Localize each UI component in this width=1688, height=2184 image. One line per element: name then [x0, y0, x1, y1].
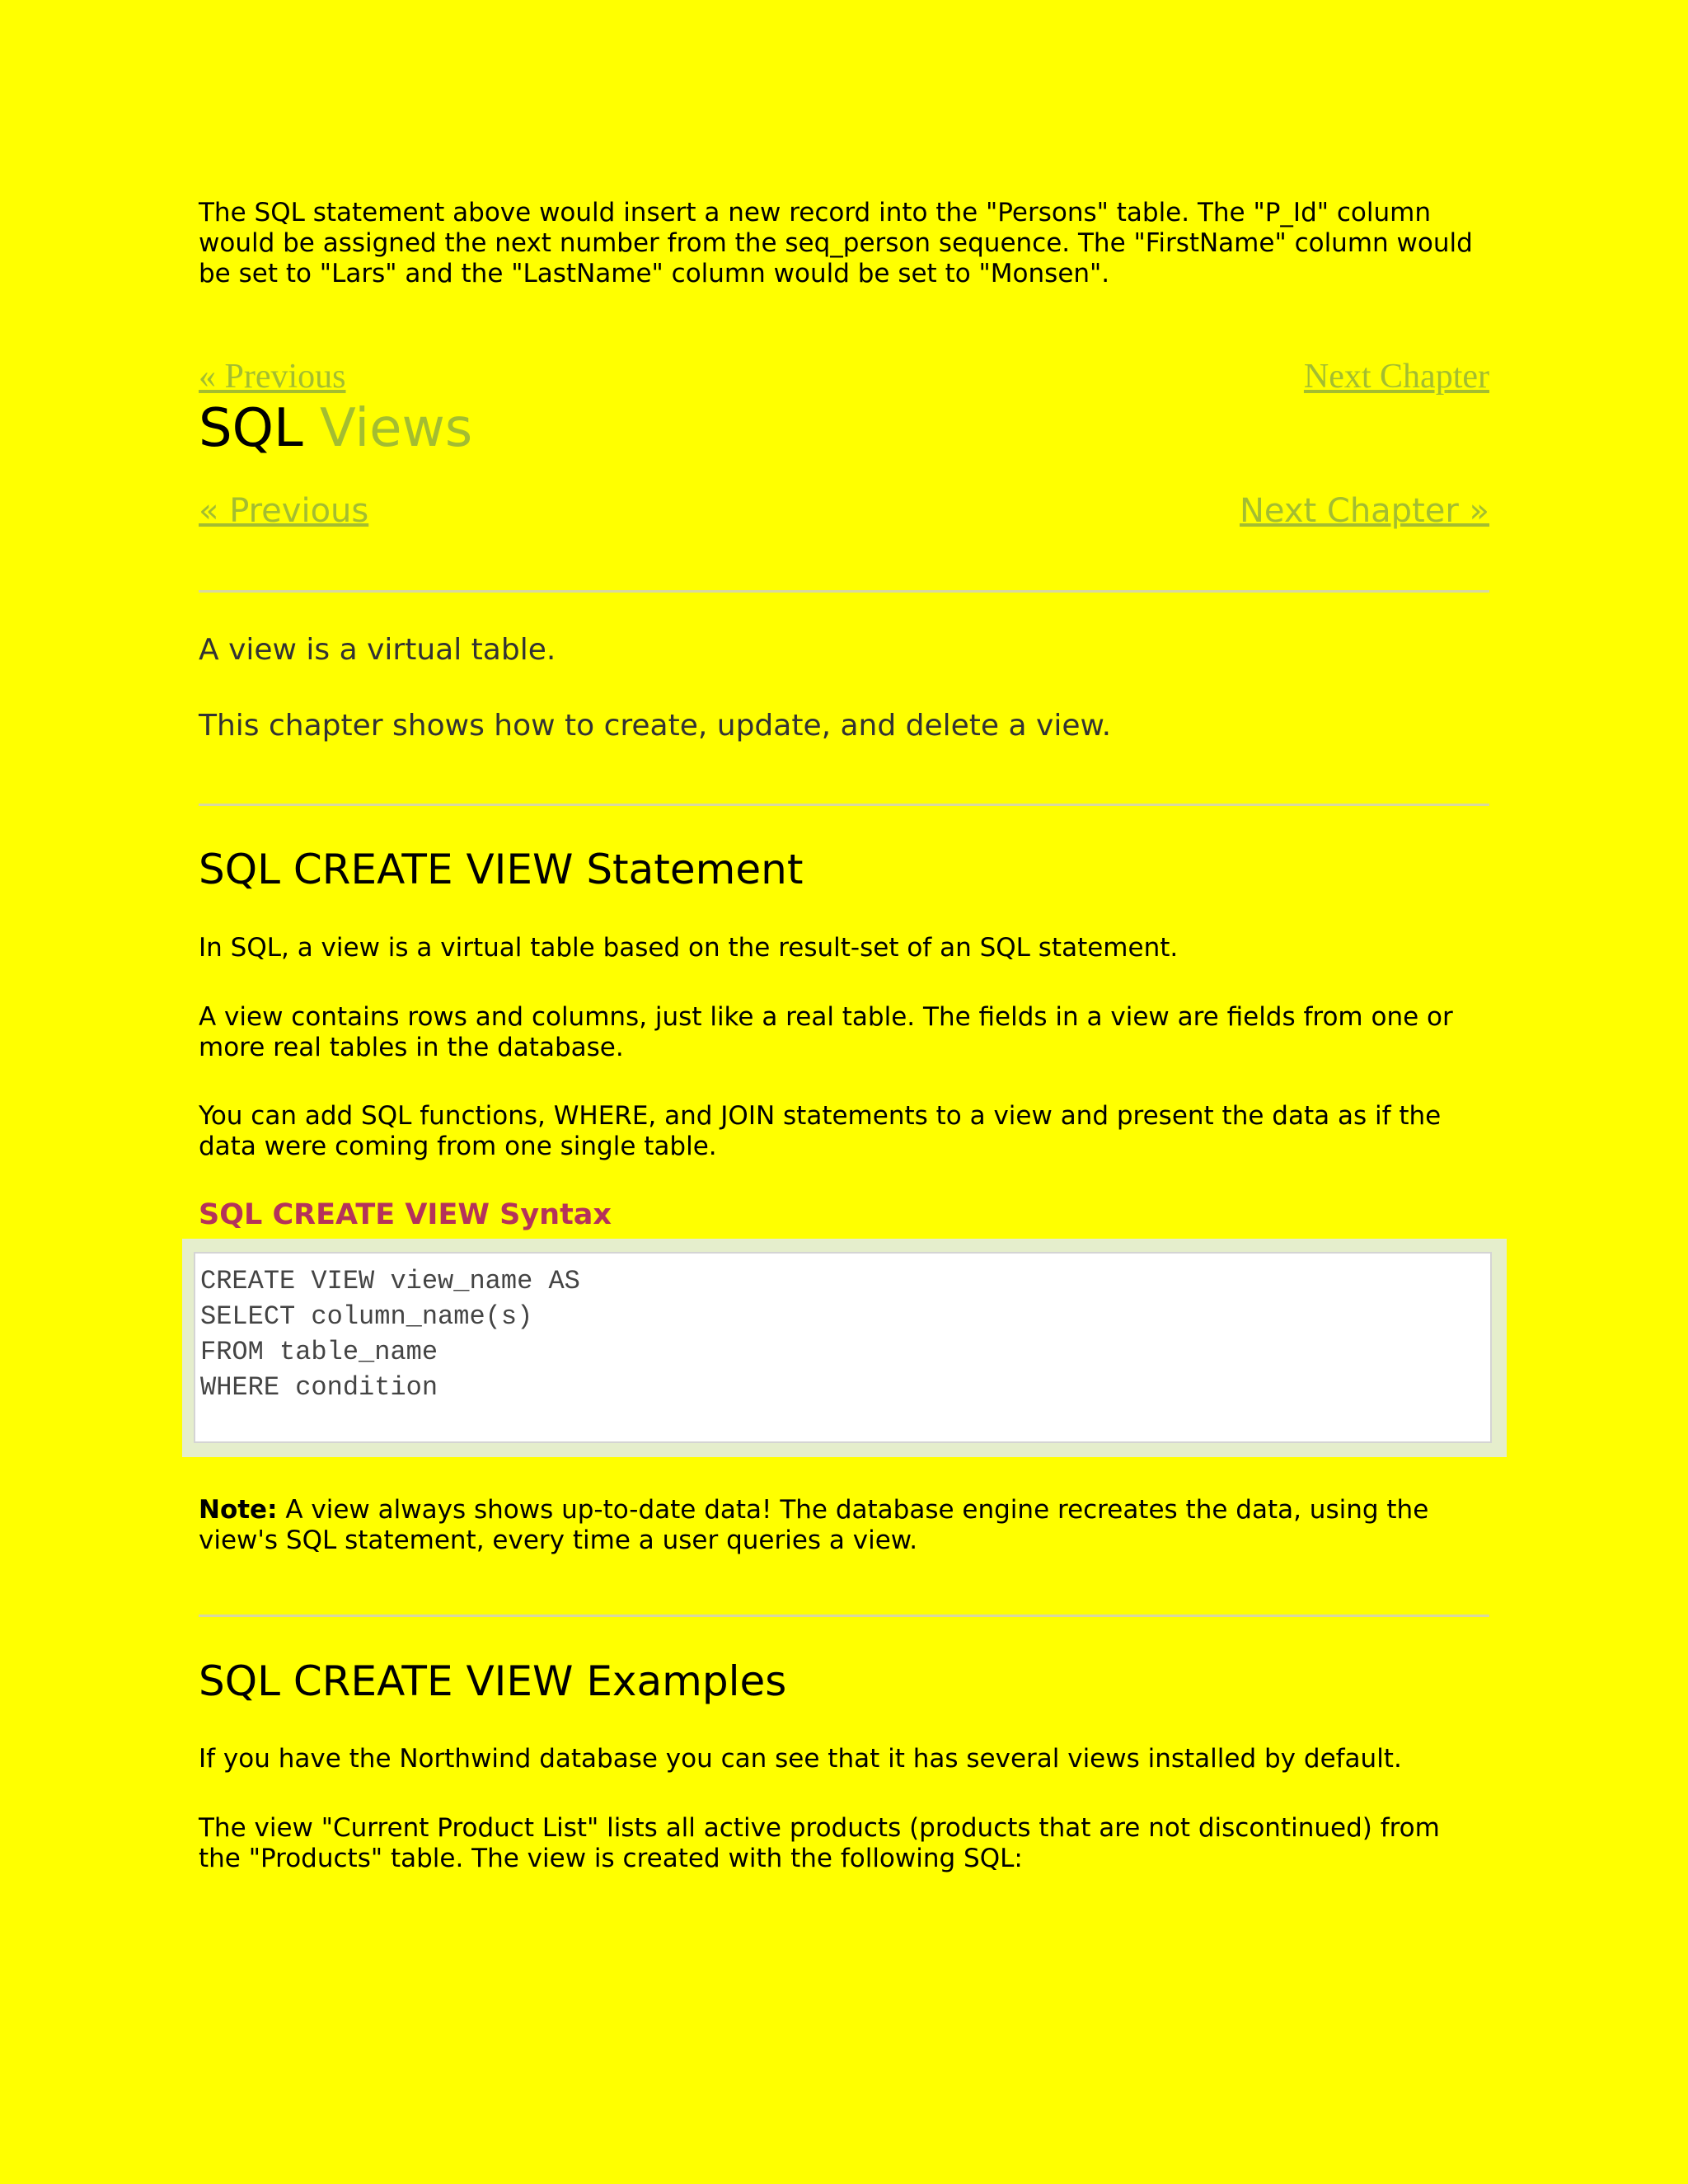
code-example-box: [182, 1239, 1507, 1457]
code-line: WHERE condition: [200, 1372, 438, 1403]
paragraph: You can add SQL functions, WHERE, and JOIN statements to a view and present the data as if the data were coming from one single table.: [199, 1101, 1442, 1161]
paragraph: If you have the Northwind database you can see that it has several views installed by default.: [199, 1744, 1402, 1774]
note-text: A view always shows up-to-date data! The database engine recreates the data, using the view's SQL statement, every time a user queries a view.: [199, 1495, 1429, 1555]
syntax-heading: SQL CREATE VIEW Syntax: [199, 1198, 612, 1231]
intro-paragraph: The SQL statement above would insert a new record into the "Persons" table. The "P_Id" column would be assigned the next number from the seq_person sequence. The "FirstName" column would be set to "Lars" and the "LastName" column would be set to "Monsen".: [199, 198, 1473, 288]
divider: [199, 804, 1489, 806]
top-next-chapter-link[interactable]: Next Chapter: [1303, 358, 1489, 396]
note-label: Note:: [199, 1495, 278, 1525]
lead-paragraph: This chapter shows how to create, update, and delete a view.: [199, 709, 1112, 743]
next-chapter-link[interactable]: Next Chapter »: [1239, 492, 1489, 530]
paragraph: In SQL, a view is a virtual table based on the result-set of an SQL statement.: [199, 933, 1179, 963]
divider: [199, 590, 1489, 593]
page-title-accent: Views: [320, 398, 473, 459]
section-heading-create-view: SQL CREATE VIEW Statement: [199, 846, 804, 893]
code-line: SELECT column_name(s): [200, 1301, 533, 1332]
paragraph: The view "Current Product List" lists all active products (products that are not discontinued) from the "Products" table. The view is created with the following SQL:: [199, 1813, 1440, 1873]
page-title: [199, 397, 472, 460]
code-line: CREATE VIEW view_name AS: [200, 1266, 580, 1296]
divider: [199, 1615, 1489, 1617]
code-line: FROM table_name: [200, 1337, 438, 1367]
top-previous-link[interactable]: « Previous: [199, 358, 346, 396]
code-block: [194, 1252, 1492, 1443]
lead-paragraph: A view is a virtual table.: [199, 633, 556, 667]
note-paragraph: [199, 1495, 1489, 1556]
previous-link[interactable]: « Previous: [199, 492, 369, 530]
section-heading-examples: SQL CREATE VIEW Examples: [199, 1657, 787, 1705]
paragraph: A view contains rows and columns, just like a real table. The fields in a view are fields from one or more real tables in the database.: [199, 1002, 1453, 1062]
page-title-prefix: SQL: [199, 398, 303, 459]
